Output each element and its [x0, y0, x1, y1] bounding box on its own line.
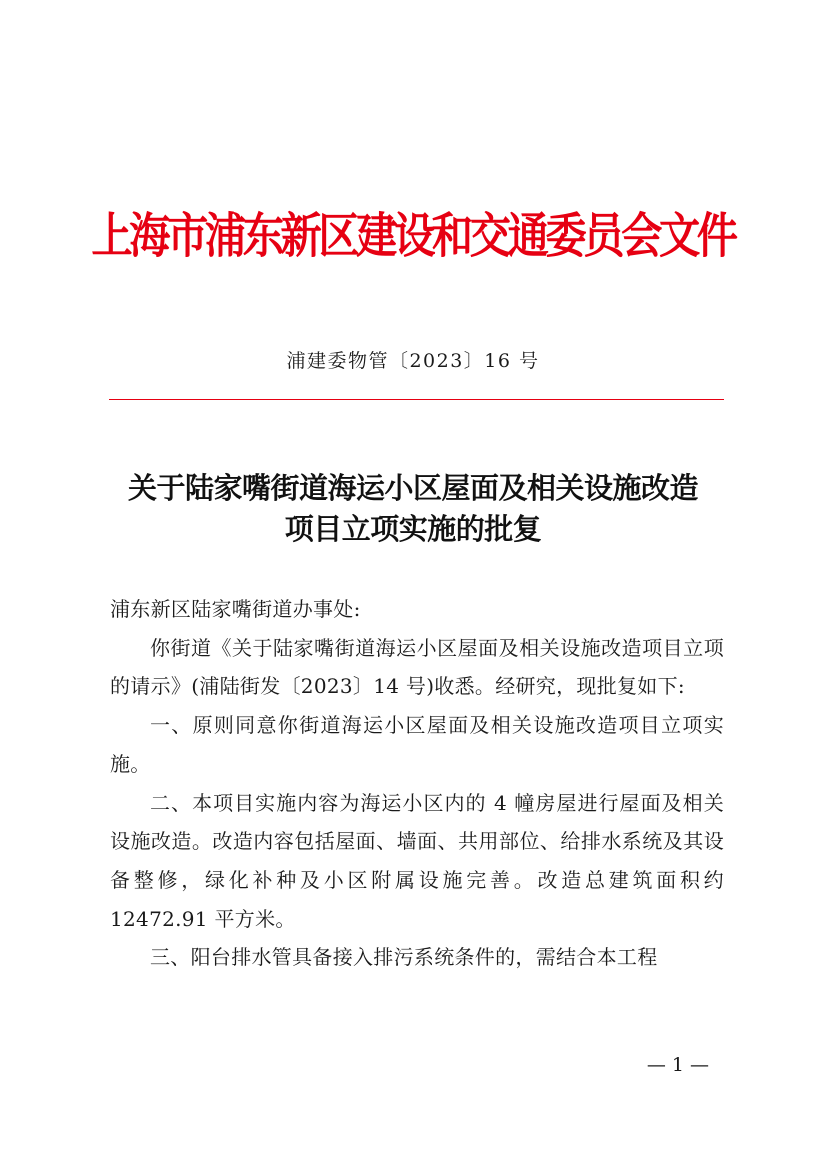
title-line-1: 关于陆家嘴街道海运小区屋面及相关设施改造	[127, 471, 698, 505]
document-body	[110, 590, 724, 977]
page-number: — 1 —	[646, 1054, 709, 1076]
body-paragraph: 二、本项目实施内容为海运小区内的 4 幢房屋进行屋面及相关设施改造。改造内容包括屋面、墙面、共用部位、给排水系统及其设备整修，绿化补种及小区附属设施完善。改造总建筑面积约 12472.91 平方米。	[110, 790, 724, 931]
body-paragraph: 你街道《关于陆家嘴街道海运小区屋面及相关设施改造项目立项的请示》(浦陆街发〔2023〕14 号)收悉。经研究，现批复如下:	[110, 635, 724, 699]
body-paragraph: 三、阳台排水管具备接入排污系统条件的，需结合本工程	[150, 945, 658, 970]
body-paragraph: 一、原则同意你街道海运小区屋面及相关设施改造项目立项实施。	[110, 713, 724, 776]
red-divider	[109, 399, 724, 400]
document-title	[90, 468, 736, 550]
issuer-masthead: 上海市浦东新区建设和交通委员会文件	[91, 208, 735, 264]
addressee: 浦东新区陆家嘴街道办事处:	[110, 597, 361, 621]
title-line-2: 项目立项实施的批复	[284, 512, 542, 546]
document-number: 浦建委物管〔2023〕16 号	[286, 350, 540, 372]
